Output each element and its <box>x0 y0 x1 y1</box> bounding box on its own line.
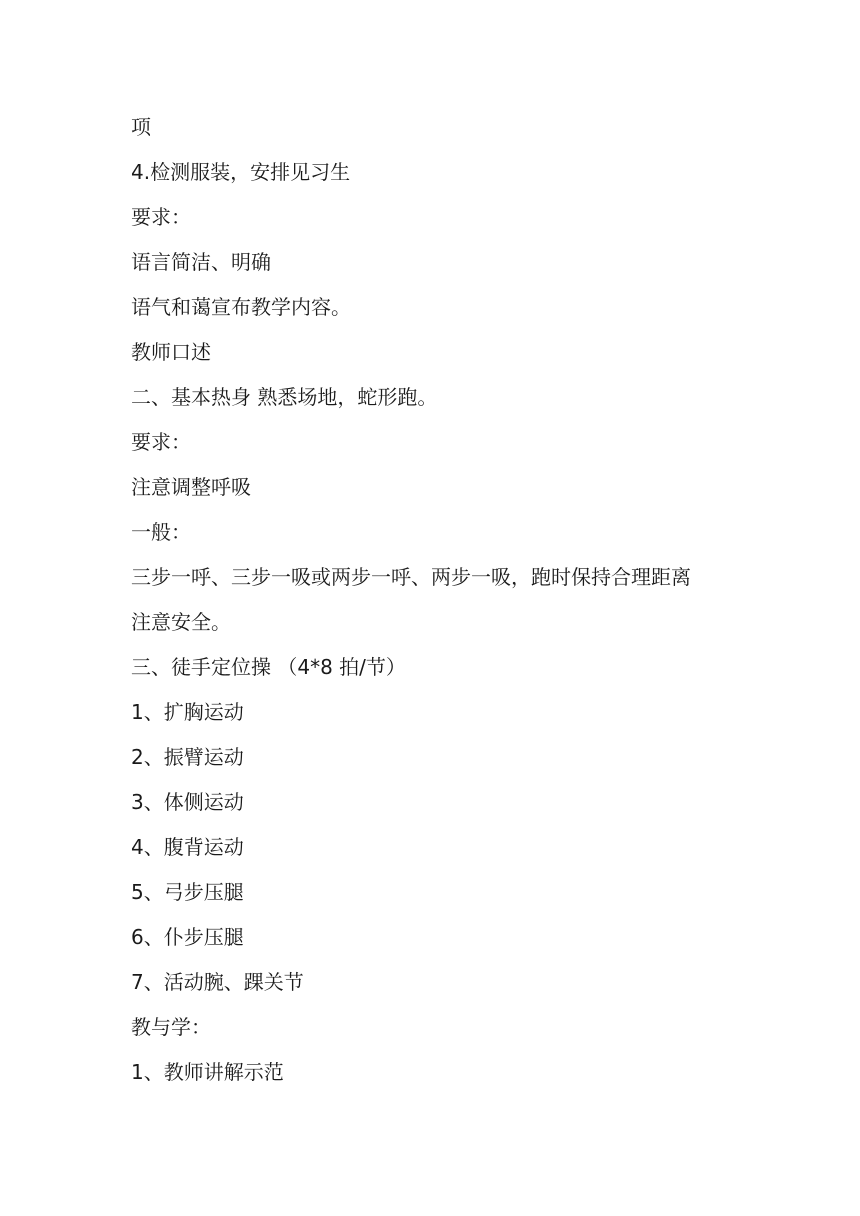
list-item: 1、扩胸运动 <box>131 700 244 724</box>
list-item: 3、体侧运动 <box>131 790 244 814</box>
list-item: 5、弓步压腿 <box>131 880 244 904</box>
text-line: 三步一呼、三步一吸或两步一呼、两步一吸，跑时保持合理距离 <box>131 565 691 589</box>
text-line: 注意安全。 <box>131 610 231 634</box>
list-item: 4、腹背运动 <box>131 835 244 859</box>
text-line: 4.检测服装，安排见习生 <box>131 160 351 184</box>
text-line: 语气和蔼宣布教学内容。 <box>131 295 351 319</box>
text-line: 要求： <box>131 430 191 454</box>
list-item: 6、仆步压腿 <box>131 925 244 949</box>
text-line: 教与学： <box>131 1015 211 1039</box>
text-line: 注意调整呼吸 <box>131 475 251 499</box>
text-line: 一般： <box>131 520 191 544</box>
text-line: 教师口述 <box>131 340 211 364</box>
text-line: 项 <box>131 115 151 139</box>
document-body <box>131 110 751 1100</box>
section-heading: 二、基本热身 熟悉场地，蛇形跑。 <box>131 385 438 409</box>
text-line: 要求： <box>131 205 191 229</box>
list-item: 7、活动腕、踝关节 <box>131 970 304 994</box>
list-item: 2、振臂运动 <box>131 745 244 769</box>
text-line: 语言简洁、明确 <box>131 250 271 274</box>
list-item: 1、教师讲解示范 <box>131 1060 284 1084</box>
section-heading: 三、徒手定位操 （4*8 拍/节） <box>131 655 406 679</box>
